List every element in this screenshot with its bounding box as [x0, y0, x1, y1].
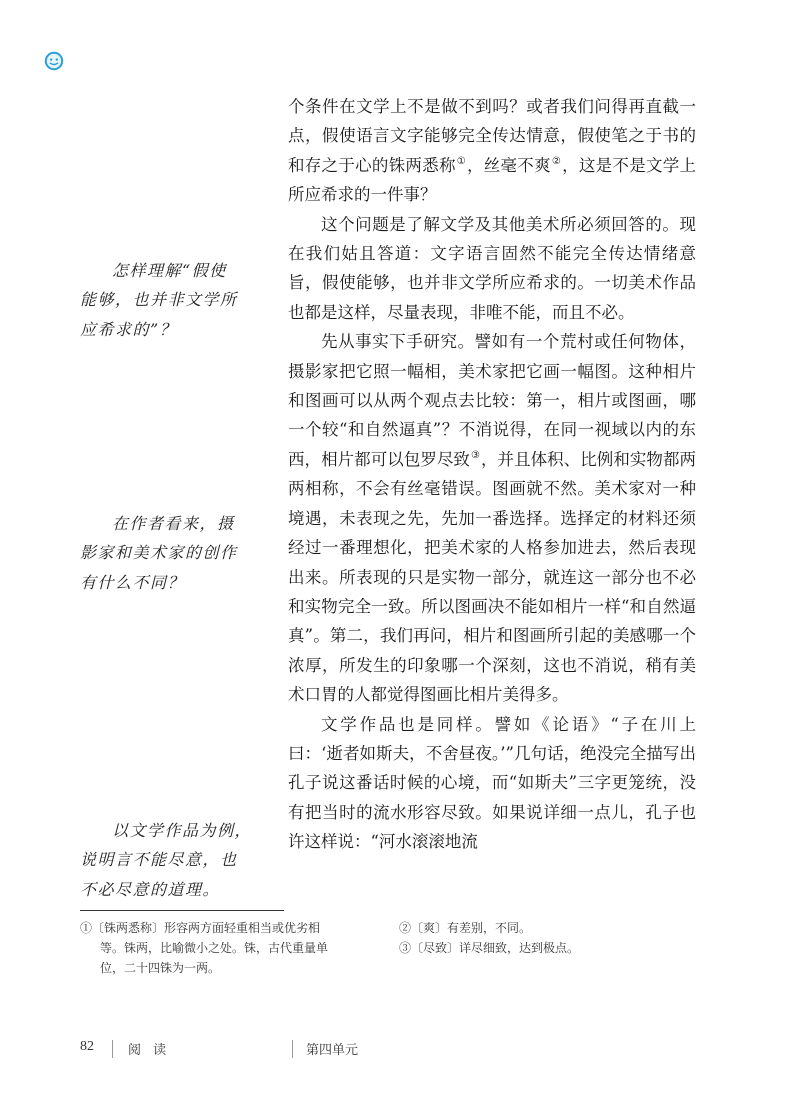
margin-note-3-line-2: 说明言不能尽意，也 [80, 850, 238, 870]
paragraph-3-text-a: 先从事实下手研究。譬如有一个荒村或任何物体，摄影家把它照一幅相，美术家把它画一幅图。这种相片和图画可以从两个观点去比较：第一，相片或图画，哪一个较“和自然逼真”？不消说得，在同一视域以内的东西，相片都可以包罗尽致 [288, 332, 696, 469]
smiley-face-icon [44, 51, 64, 71]
footer-divider-right [292, 1040, 293, 1058]
footnote-ref-3: ③ [470, 449, 480, 461]
footnotes-right [399, 918, 699, 958]
footnote-3: ③〔尽致〕详尽细致，达到极点。 [399, 941, 580, 955]
page-number: 82 [80, 1039, 94, 1054]
margin-note-1-line-2: 能够，也并非文学所 [80, 290, 238, 310]
footer-divider-left [112, 1040, 113, 1058]
footnote-1-line-1: ①〔铢两悉称〕形容两方面轻重相当或优劣相 [80, 921, 321, 935]
margin-note-3-line-1: 以文学作品为例， [112, 821, 253, 840]
paragraph-3 [288, 327, 696, 709]
margin-note-2-line-1: 在作者看来，摄 [112, 514, 235, 533]
paragraph-1-text-c: ，这是不是文学上所应希求的一件事？ [288, 155, 697, 205]
paragraph-1-text-b: ，丝毫不爽 [466, 155, 551, 175]
margin-note-1-line-1: 怎样理解“假使 [112, 261, 227, 280]
paragraph-2: 这个问题是了解文学及其他美术所必须回答的。现在我们姑且答道：文字语言固然不能完全传达情绪意旨，假使能够，也并非文学所应希求的。一切美术作品也都是这样，尽量表现，非唯不能，而且不必。 [288, 214, 696, 322]
footnote-1-line-2: 等。铢两，比喻微小之处。铢，古代重量单 [100, 941, 329, 955]
main-text [288, 92, 696, 857]
margin-note-1-line-3: 应希求的”？ [80, 319, 178, 339]
footnote-1 [80, 918, 380, 978]
footnote-ref-1: ① [456, 155, 466, 167]
margin-note-3-line-3: 不必尽意的道理。 [80, 879, 221, 899]
footnote-ref-2: ② [551, 155, 562, 167]
margin-note-2-line-3: 有什么不同？ [80, 572, 186, 592]
paragraph-3-text-b: ，并且体积、比例和实物都两两相称，不会有丝毫错误。图画就不然。美术家对一种境遇，未表现之先，先加一番选择。选择定的材料还须经过一番理想化，把美术家的人格参加进去，然后表现出来。所表现的只是实物一部分，就连这一部分也不必和实物完全一致。所以图画决不能如相片一样“和自然逼真”。第二，我们再问，相片和图画所引起的美感哪一个浓厚，所发生的印象哪一个深刻，这也不消说，稍有美术口胃的人都觉得图画比相片美得多。 [288, 449, 697, 705]
margin-note-1 [80, 256, 252, 344]
margin-note-2-line-2: 影家和美术家的创作 [80, 543, 238, 563]
footnote-divider [80, 910, 284, 911]
paragraph-4: 文学作品也是同样。譬如《论语》“子在川上曰：‘逝者如斯夫，不舍昼夜。’”几句话，绝没完全描写出孔子说这番话时候的心境，而“如斯夫”三字更笼统，没有把当时的流水形容尽致。如果说详细一点儿，孔子也许这样说：“河水滚滚地流 [288, 714, 696, 852]
footnote-2: ②〔爽〕有差别，不同。 [399, 921, 532, 935]
unit-label: 第四单元 [306, 1043, 359, 1058]
book-title: 阅 读 [128, 1043, 171, 1058]
margin-note-2 [80, 509, 252, 597]
paragraph-1 [288, 92, 696, 210]
margin-note-3 [80, 816, 252, 904]
footnote-1-line-3: 位，二十四铢为一两。 [100, 961, 221, 975]
paragraph-1-text-a: 个条件在文学上不是做不到吗？或者我们问得再直截一点，假使语言文字能够完全传达情意，假使笔之于书的和存之于心的铢两悉称 [288, 97, 696, 175]
